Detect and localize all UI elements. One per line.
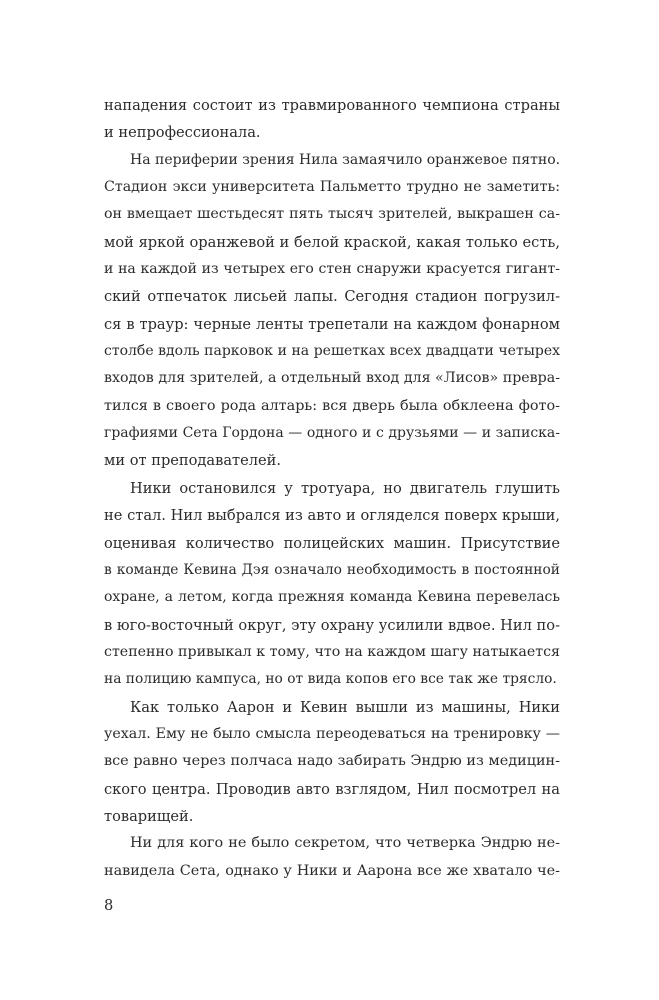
page-number: 8: [104, 897, 114, 914]
text-line: и на каждой из четырех его стен снаружи красуется гигант-: [104, 261, 560, 278]
text-line: все равно через полчаса надо забирать Эндрю из медицин-: [104, 753, 560, 770]
text-line: Как только Аарон и Кевин вышли из машины, Ники: [130, 698, 560, 716]
text-line: тился в своего рода алтарь: вся дверь была обклеена фото-: [104, 397, 560, 414]
text-line: На периферии зрения Нила замаячило оранжевое пятно.: [130, 151, 561, 168]
text-line: нападения состоит из травмированного чемпиона страны: [104, 97, 560, 114]
text-line: столбе вдоль парковок и на решетках всех двадцати четырех: [104, 343, 560, 360]
text-line: ского центра. Проводив авто взглядом, Нил посмотрел на: [104, 780, 560, 798]
text-line: ся в траур: черные ленты трепетали на каждом фонарном: [104, 315, 560, 333]
text-line: ский отпечаток лисьей лапы. Сегодня стадион погрузил-: [104, 288, 560, 306]
text-line: навидела Сета, однако у Ники и Аарона все же хватало че-: [104, 862, 560, 879]
text-line: охране, а летом, когда прежняя команда Кевина перевелась: [104, 589, 560, 606]
text-line: уехал. Ему не было смысла переодеваться на тренировку —: [104, 725, 560, 742]
text-line: на полицию кампуса, но от вида копов его все так же трясло.: [104, 671, 557, 688]
text-line: Ники остановился у тротуара, но двигатель глушить: [130, 479, 560, 497]
text-line: в юго-восточный округ, эту охрану усилили вдвое. Нил по-: [104, 616, 560, 634]
body-text: [104, 92, 560, 885]
text-line: графиями Сета Гордона — одного и с друзьями — и записка-: [104, 425, 560, 442]
text-line: он вмещает шестьдесят пять тысяч зрителей, выкрашен са-: [104, 206, 560, 223]
text-line: Стадион экси университета Пальметто трудно не заметить:: [104, 179, 560, 196]
text-line: и непрофессионала.: [104, 124, 261, 142]
text-line: в команде Кевина Дэя означало необходимость в постоянной: [104, 561, 560, 578]
text-line: не стал. Нил выбрался из авто и огляделся поверх крыши,: [104, 507, 560, 525]
text-line: степенно привыкал к тому, что на каждом шагу натыкается: [104, 643, 560, 660]
text-line: мой яркой оранжевой и белой краской, какая только есть,: [104, 233, 560, 251]
text-line: ми от преподавателей.: [104, 452, 282, 470]
text-line: входов для зрителей, а отдельный вход для «Лисов» превра-: [104, 370, 560, 387]
text-line: оценивая количество полицейских машин. Присутствие: [104, 534, 560, 552]
text-line: Ни для кого не было секретом, что четверка Эндрю не-: [130, 835, 560, 852]
text-line: товарищей.: [104, 807, 194, 825]
